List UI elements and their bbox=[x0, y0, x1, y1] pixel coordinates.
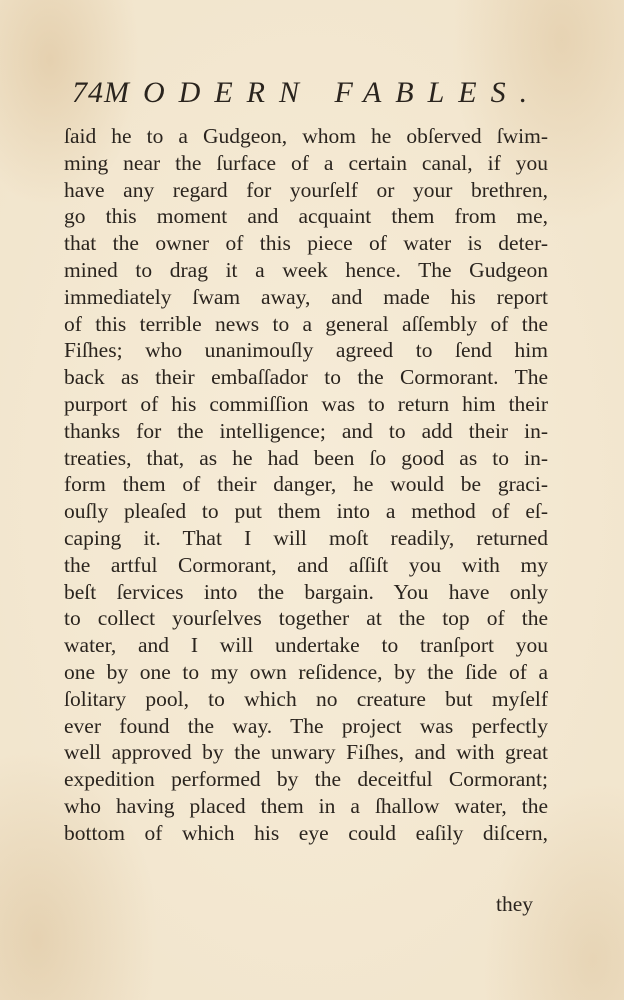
catchword: they bbox=[496, 892, 534, 916]
text-line: mined to drag it a week hence. The Gudgeon bbox=[64, 257, 548, 282]
text-line: beſt ſervices into the bargain. You have only bbox=[64, 579, 548, 604]
text-line: immediately ſwam away, and made his report bbox=[64, 284, 548, 309]
text-line: purport of his commiſſion was to return him their bbox=[64, 391, 548, 416]
text-line: back as their embaſſador to the Cormorant. The bbox=[64, 365, 548, 390]
text-line: who having placed them in a ſhallow water, the bbox=[64, 793, 548, 818]
text-line: to collect yourſelves together at the top of the bbox=[64, 606, 548, 631]
text-line: the artful Cormorant, and aſſiſt you with my bbox=[64, 552, 548, 577]
text-line: ever found the way. The project was perfectly bbox=[64, 713, 548, 738]
text-line: one by one to my own reſidence, by the ſide of a bbox=[64, 659, 548, 684]
body-text bbox=[64, 123, 548, 847]
text-line: ſolitary pool, to which no creature but myſelf bbox=[64, 686, 548, 711]
running-title: MODERN FABLES. bbox=[104, 76, 542, 109]
page-header bbox=[72, 76, 542, 116]
text-line: thanks for the intelligence; and to add their in- bbox=[64, 418, 548, 443]
text-line: that the owner of this piece of water is deter- bbox=[64, 231, 548, 256]
text-line: treaties, that, as he had been ſo good as to in- bbox=[64, 445, 548, 470]
text-line: caping it. That I will moſt readily, returned bbox=[64, 525, 548, 550]
text-line: of this terrible news to a general aſſembly of the bbox=[64, 311, 548, 336]
text-line: form them of their danger, he would be graci- bbox=[64, 472, 548, 497]
text-line: go this moment and acquaint them from me, bbox=[64, 204, 548, 229]
text-line: expedition performed by the deceitful Cormorant; bbox=[64, 767, 548, 792]
text-line: ouſly pleaſed to put them into a method of eſ- bbox=[64, 499, 548, 524]
page-number: 74 bbox=[72, 76, 104, 109]
text-line: bottom of which his eye could eaſily diſcern, bbox=[64, 820, 548, 845]
text-line: water, and I will undertake to tranſport you bbox=[64, 633, 548, 658]
text-line: Fiſhes; who unanimouſly agreed to ſend him bbox=[64, 338, 548, 363]
text-line: well approved by the unwary Fiſhes, and with great bbox=[64, 740, 548, 765]
text-line: ming near the ſurface of a certain canal, if you bbox=[64, 150, 548, 175]
text-line: have any regard for yourſelf or your brethren, bbox=[64, 177, 548, 202]
text-line: ſaid he to a Gudgeon, whom he obſerved ſwim- bbox=[64, 124, 548, 148]
